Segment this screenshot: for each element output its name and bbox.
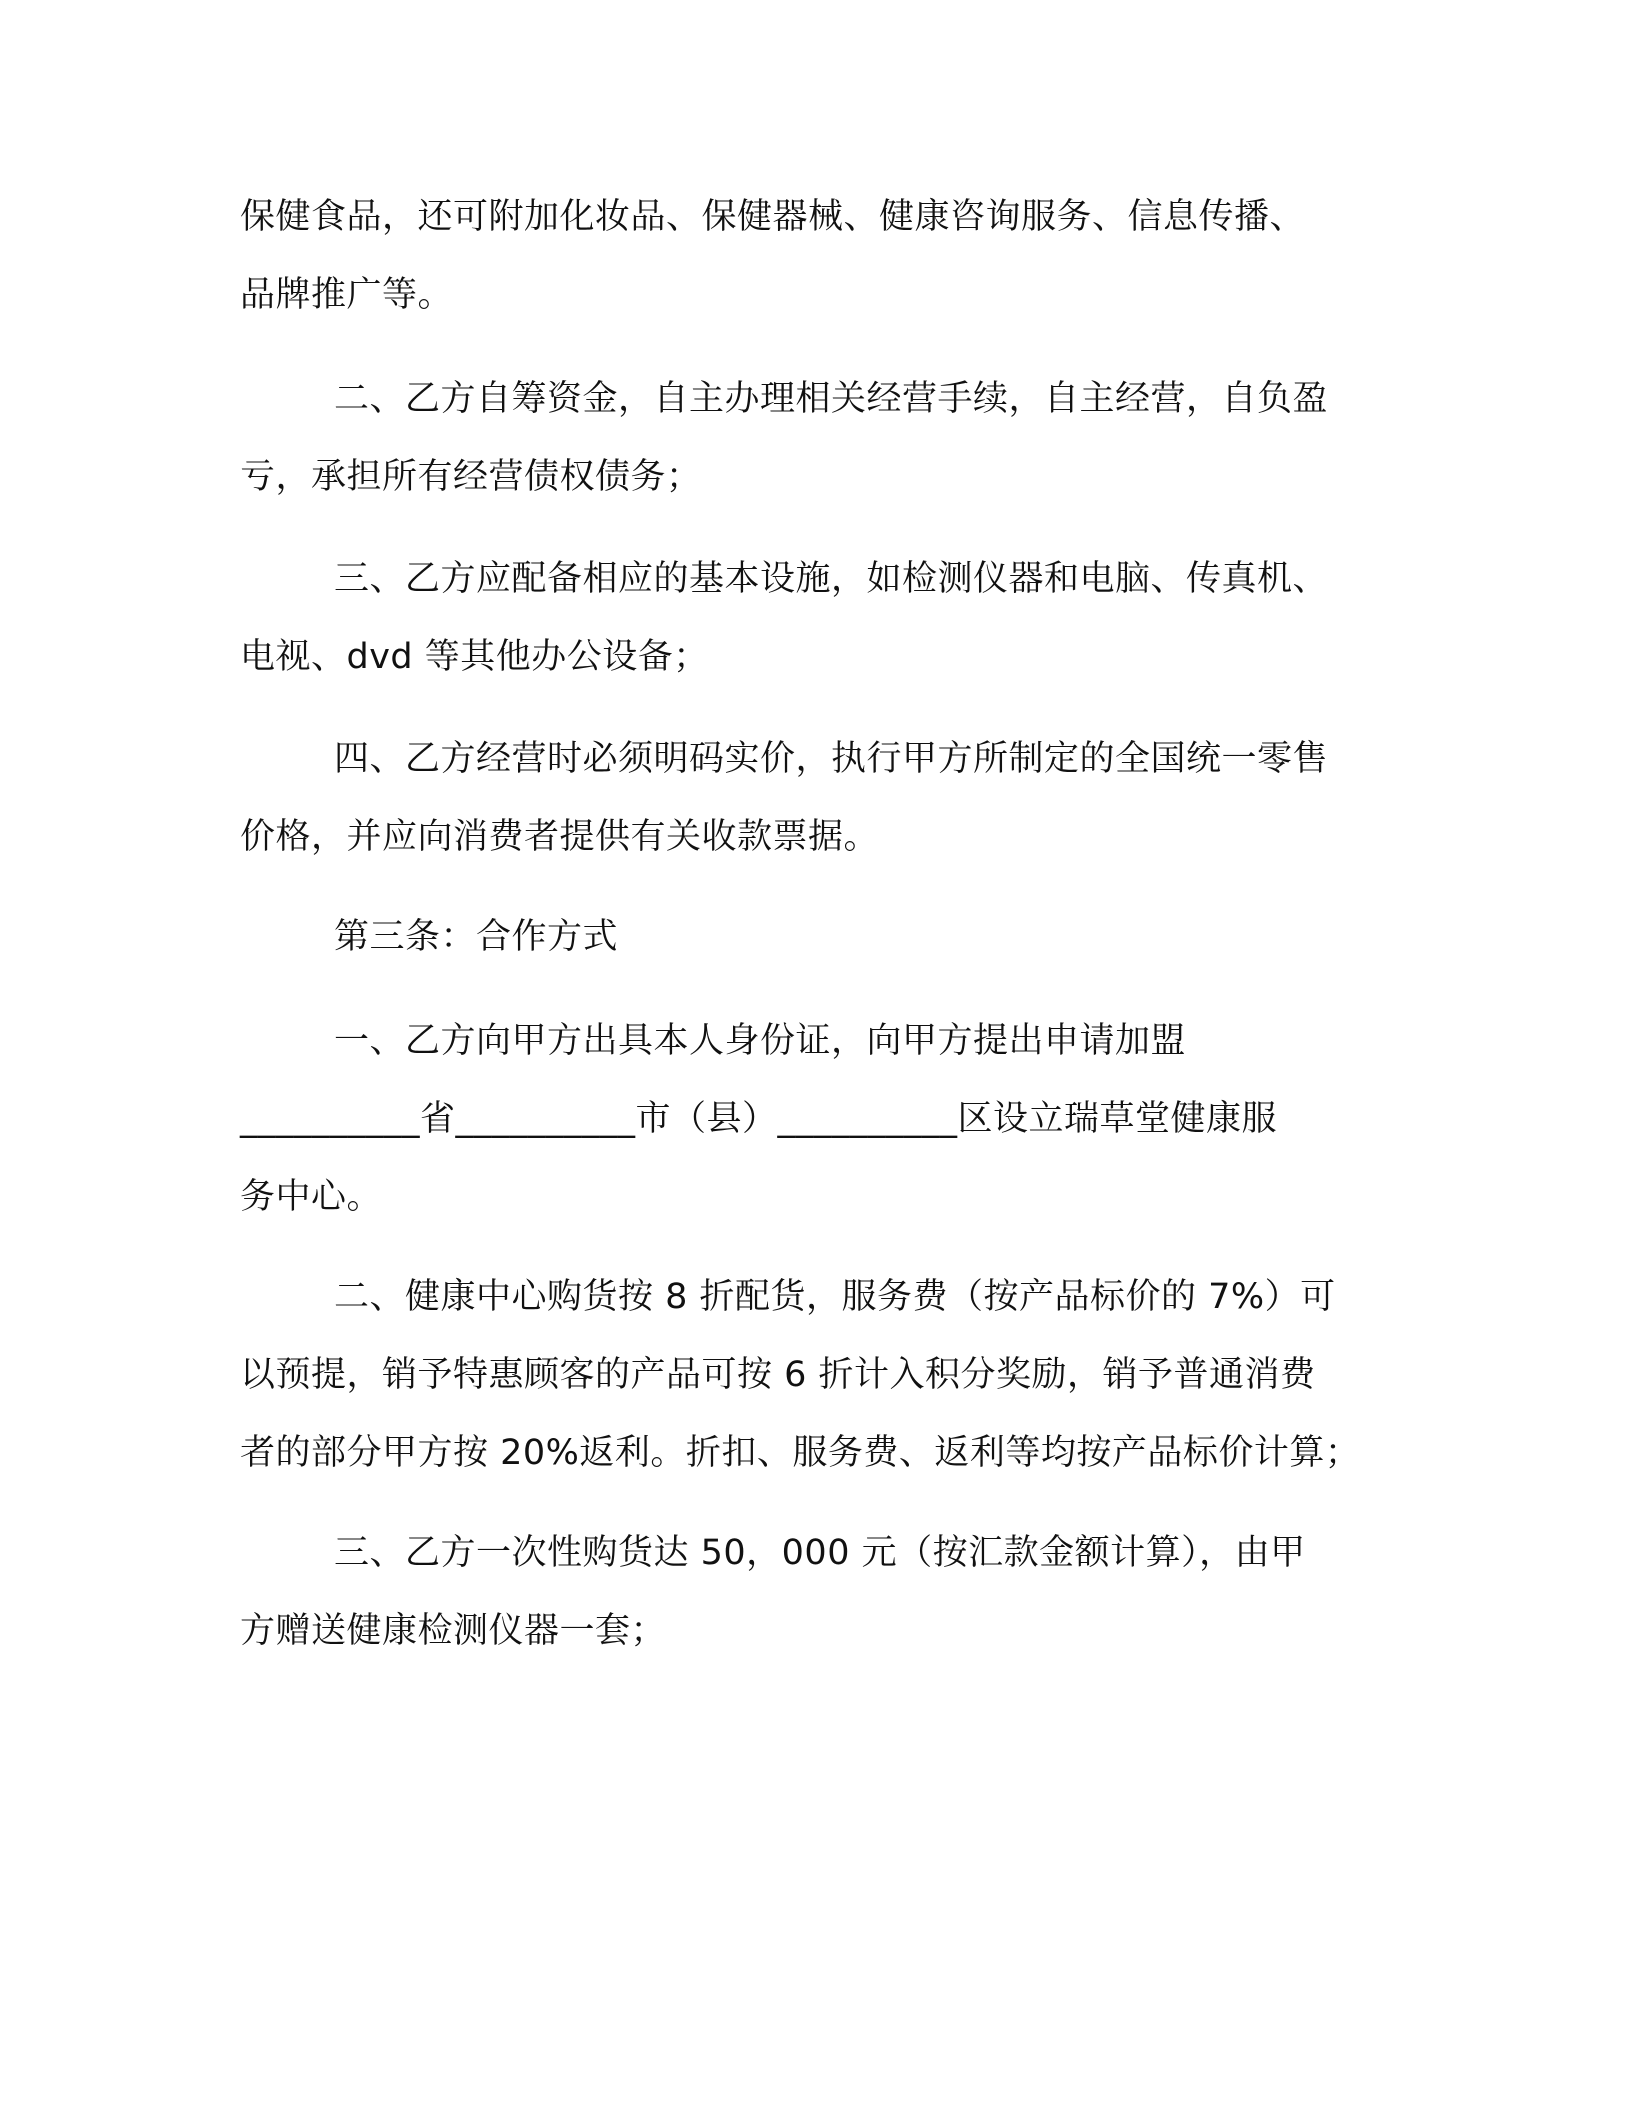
text-line: 者的部分甲方按 20%返利。折扣、服务费、返利等均按产品标价计算； [240,1433,1361,1473]
paragraph-clause-3-1 [240,1002,1390,1236]
paragraph-clause-2-3 [240,540,1390,696]
text-line: 以预提，销予特惠顾客的产品可按 6 折计入积分奖励，销予普通消费 [240,1355,1316,1395]
paragraph-product-scope [240,178,1390,334]
text-line: 二、乙方自筹资金，自主办理相关经营手续，自主经营，自负盈 [334,379,1329,419]
text-line: 第三条：合作方式 [334,917,619,957]
paragraph-clause-2-2 [240,360,1390,516]
text-line: 务中心。 [240,1177,383,1217]
paragraph-clause-2-4 [240,720,1390,876]
paragraph-clause-3-2 [240,1258,1390,1492]
text-line: 四、乙方经营时必须明码实价，执行甲方所制定的全国统一零售 [334,739,1329,779]
text-line: 一、乙方向甲方出具本人身份证，向甲方提出申请加盟 [334,1021,1187,1061]
text-line: 亏，承担所有经营债权债务； [240,457,702,497]
text-line: __________省__________市（县）__________区设立瑞草堂健康服 [240,1099,1278,1139]
text-line: 方赠送健康检测仪器一套； [240,1611,667,1651]
paragraph-clause-3-3 [240,1514,1390,1670]
article-3-heading [240,898,1390,976]
text-line: 电视、dvd 等其他办公设备； [240,637,709,677]
text-line: 二、健康中心购货按 8 折配货，服务费（按产品标价的 7%）可 [334,1277,1336,1317]
text-line: 价格，并应向消费者提供有关收款票据。 [240,817,880,857]
text-line: 品牌推广等。 [240,275,454,315]
text-line: 保健食品，还可附加化妆品、保健器械、健康咨询服务、信息传播、 [240,197,1306,237]
text-line: 三、乙方一次性购货达 50，000 元（按汇款金额计算），由甲 [334,1533,1306,1573]
text-line: 三、乙方应配备相应的基本设施，如检测仪器和电脑、传真机、 [334,559,1329,599]
